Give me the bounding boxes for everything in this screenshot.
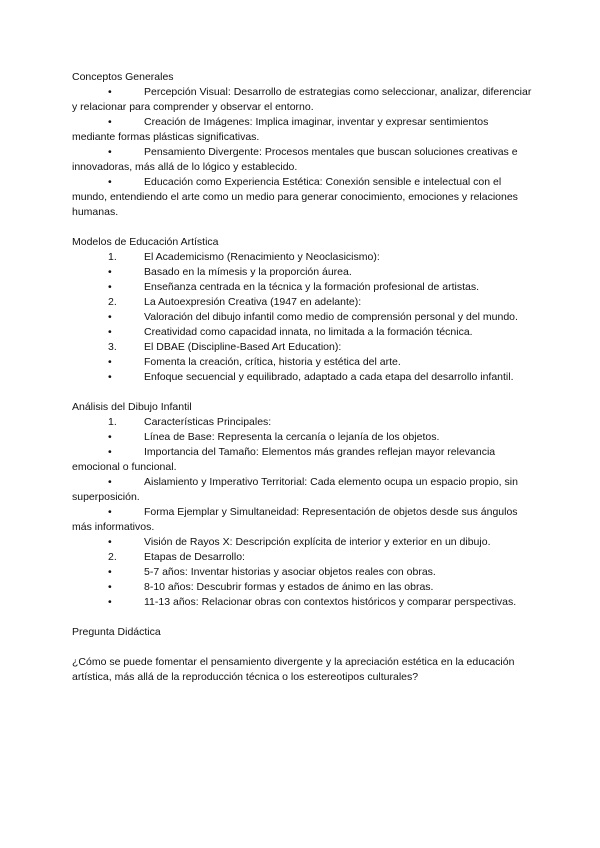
list-item-text: Enseñanza centrada en la técnica y la formación profesional de artistas. [144, 281, 480, 293]
list-item-text: 5-7 años: Inventar historias y asociar objetos reales con obras. [144, 566, 436, 578]
list-item-text: Creación de Imágenes: Implica imaginar, inventar y expresar sentimientos mediante formas plásticas significativas. [72, 116, 489, 143]
number-marker: 2. [108, 296, 117, 308]
list-item [72, 505, 532, 535]
question-text: ¿Cómo se puede fomentar el pensamiento divergente y la apreciación estética en la educación artística, más allá de la reproducción técnica o los estereotipos culturales? [72, 656, 515, 683]
section-heading: Pregunta Didáctica [72, 626, 161, 638]
list-item-text: Visión de Rayos X: Descripción explícita de interior y exterior en un dibujo. [144, 536, 491, 548]
list-item [72, 595, 532, 610]
list-item [72, 475, 532, 505]
section-pregunta-didactica [72, 625, 532, 685]
bullet-marker: • [108, 146, 112, 158]
bullet-marker: • [108, 356, 112, 368]
list-item [72, 175, 532, 220]
list-item [72, 535, 532, 550]
bullet-marker: • [108, 176, 112, 188]
bullet-marker: • [108, 311, 112, 323]
section-heading: Análisis del Dibujo Infantil [72, 401, 192, 413]
list-item-text: Línea de Base: Representa la cercanía o lejanía de los objetos. [144, 431, 440, 443]
number-marker: 3. [108, 341, 117, 353]
list-item [72, 115, 532, 145]
bullet-marker: • [108, 266, 112, 278]
section-modelos-educacion [72, 235, 532, 385]
list-item-text: Fomenta la creación, crítica, historia y estética del arte. [144, 356, 401, 368]
spacer [72, 640, 532, 655]
list-item [72, 445, 532, 475]
list-item-text: Aislamiento y Imperativo Territorial: Cada elemento ocupa un espacio propio, sin superposición. [72, 476, 518, 503]
number-marker: 2. [108, 551, 117, 563]
list-item [72, 415, 532, 430]
spacer [72, 220, 532, 235]
list-item [72, 565, 532, 580]
list-item-text: 11-13 años: Relacionar obras con contextos históricos y comparar perspectivas. [144, 596, 517, 608]
list-item [72, 355, 532, 370]
bullet-marker: • [108, 596, 112, 608]
document-page [72, 70, 532, 685]
list-item-text: Creatividad como capacidad innata, no limitada a la formación técnica. [144, 326, 473, 338]
list-item-text: Etapas de Desarrollo: [144, 551, 245, 563]
list-item [72, 85, 532, 115]
bullet-marker: • [108, 281, 112, 293]
list-item-text: Pensamiento Divergente: Procesos mentales que buscan soluciones creativas e innovadoras, más allá de lo lógico y establecido. [72, 146, 518, 173]
bullet-marker: • [108, 86, 112, 98]
list-item [72, 250, 532, 265]
section-analisis-dibujo [72, 400, 532, 610]
list-item-text: 8-10 años: Descubrir formas y estados de ánimo en las obras. [144, 581, 434, 593]
list-item [72, 325, 532, 340]
bullet-marker: • [108, 506, 112, 518]
list-item [72, 370, 532, 385]
list-item [72, 295, 532, 310]
list-item [72, 580, 532, 595]
section-heading: Conceptos Generales [72, 71, 174, 83]
list-item-text: Forma Ejemplar y Simultaneidad: Representación de objetos desde sus ángulos más informativos. [72, 506, 518, 533]
bullet-marker: • [108, 536, 112, 548]
bullet-marker: • [108, 116, 112, 128]
number-marker: 1. [108, 251, 117, 263]
section-heading: Modelos de Educación Artística [72, 236, 219, 248]
list-item-text: Características Principales: [144, 416, 272, 428]
spacer [72, 385, 532, 400]
list-item-text: Enfoque secuencial y equilibrado, adaptado a cada etapa del desarrollo infantil. [144, 371, 514, 383]
bullet-marker: • [108, 371, 112, 383]
list-item [72, 430, 532, 445]
bullet-marker: • [108, 431, 112, 443]
number-marker: 1. [108, 416, 117, 428]
bullet-marker: • [108, 446, 112, 458]
list-item-text: Educación como Experiencia Estética: Conexión sensible e intelectual con el mundo, entendiendo el arte como un medio para generar conocimiento, emociones y relaciones humanas. [72, 176, 518, 218]
list-item-text: El DBAE (Discipline-Based Art Education): [144, 341, 342, 353]
list-item-text: Importancia del Tamaño: Elementos más grandes reflejan mayor relevancia emocional o funcional. [72, 446, 496, 473]
spacer [72, 610, 532, 625]
list-item [72, 340, 532, 355]
bullet-marker: • [108, 581, 112, 593]
list-item-text: Basado en la mímesis y la proporción áurea. [144, 266, 352, 278]
bullet-marker: • [108, 476, 112, 488]
list-item-text: La Autoexpresión Creativa (1947 en adelante): [144, 296, 362, 308]
list-item [72, 145, 532, 175]
list-item [72, 280, 532, 295]
bullet-marker: • [108, 566, 112, 578]
list-item [72, 310, 532, 325]
section-conceptos-generales [72, 70, 532, 220]
list-item-text: El Academicismo (Renacimiento y Neoclasicismo): [144, 251, 380, 263]
list-item [72, 265, 532, 280]
list-item-text: Percepción Visual: Desarrollo de estrategias como seleccionar, analizar, diferenciar y relacionar para comprender y observar el entorno. [72, 86, 532, 113]
list-item [72, 550, 532, 565]
bullet-marker: • [108, 326, 112, 338]
list-item-text: Valoración del dibujo infantil como medio de comprensión personal y del mundo. [144, 311, 518, 323]
